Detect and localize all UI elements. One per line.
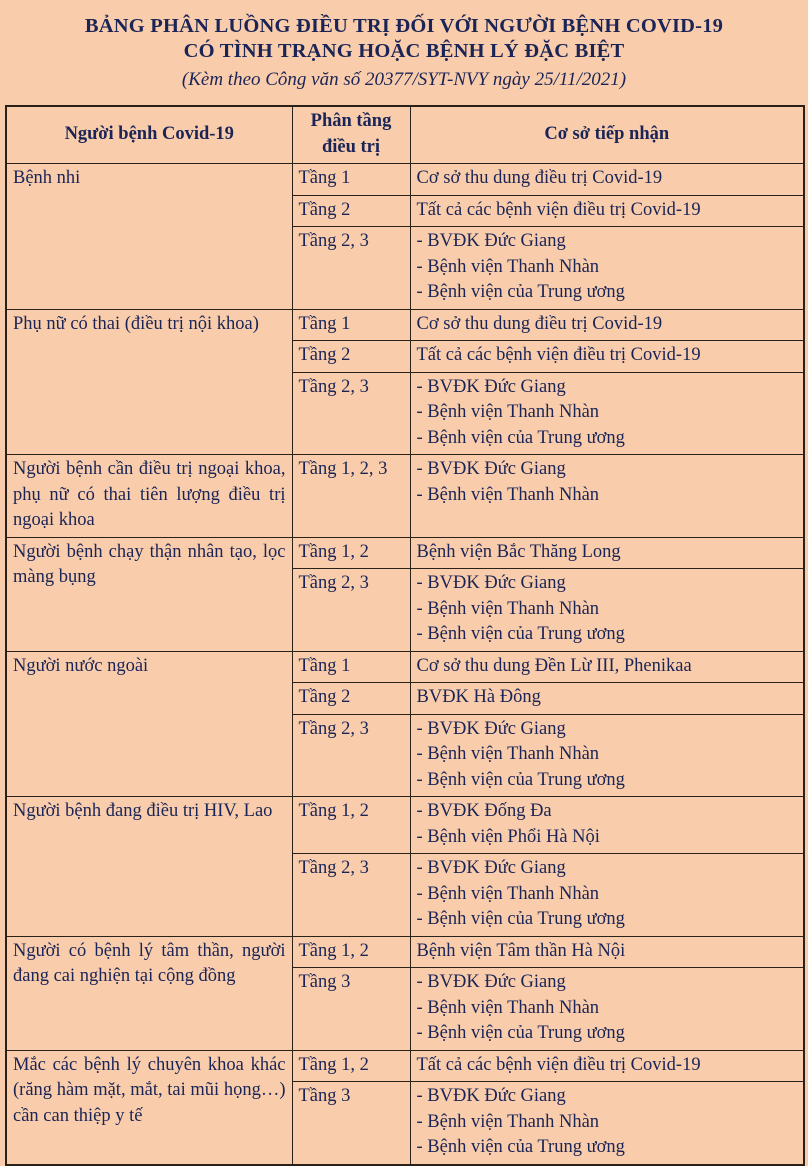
column-header-patient: Người bệnh Covid-19 xyxy=(6,106,292,164)
table-row xyxy=(6,164,804,196)
facility-line: Cơ sở thu dung điều trị Covid-19 xyxy=(416,168,663,188)
facility-line: Bệnh viện Bắc Thăng Long xyxy=(416,541,621,562)
facility-line: - Bệnh viện Thanh Nhàn xyxy=(416,744,600,764)
facility-line: - BVĐK Đức Giang xyxy=(416,972,566,992)
facility-line: Tất cả các bệnh viện điều trị Covid-19 xyxy=(416,199,701,220)
facility-line: - Bệnh viện Phổi Hà Nội xyxy=(416,826,600,847)
facility-line: - Bệnh viện của Trung ương xyxy=(416,1023,625,1043)
treatment-tier-cell: Tầng 1 xyxy=(292,164,410,196)
receiving-facility-cell xyxy=(410,651,804,683)
facility-line: BVĐK Hà Đông xyxy=(416,687,541,707)
receiving-facility-cell xyxy=(410,372,804,455)
patient-category-cell: Người nước ngoài xyxy=(6,651,292,797)
treatment-tier-cell: Tầng 2, 3 xyxy=(292,227,410,310)
facility-line: Cơ sở thu dung điều trị Covid-19 xyxy=(416,313,663,334)
receiving-facility-cell xyxy=(410,309,804,341)
table-body xyxy=(6,164,804,1165)
treatment-tier-cell: Tầng 2 xyxy=(292,195,410,227)
receiving-facility-cell xyxy=(410,1050,804,1082)
facility-line: - Bệnh viện Thanh Nhàn xyxy=(416,402,600,422)
page-subtitle: (Kèm theo Công văn số 20377/SYT-NVY ngày 25/11/2021) xyxy=(181,69,627,90)
facility-line: Cơ sở thu dung Đền Lừ III, Phenikaa xyxy=(416,655,692,676)
facility-line: - Bệnh viện của Trung ương xyxy=(416,769,625,790)
facility-line: - Bệnh viện của Trung ương xyxy=(416,1137,625,1157)
facility-line: - BVĐK Đức Giang xyxy=(416,718,566,739)
table-row xyxy=(6,936,804,968)
treatment-tier-cell: Tầng 2 xyxy=(292,683,410,715)
receiving-facility-cell xyxy=(410,455,804,538)
patient-category-cell: Mắc các bệnh lý chuyên khoa khác (răng hàm mặt, mắt, tai mũi họng…) cần can thiệp y tế xyxy=(6,1050,292,1165)
column-header-tier xyxy=(292,106,410,164)
facility-line: - BVĐK Đức Giang xyxy=(416,459,566,479)
treatment-tier-cell: Tầng 2, 3 xyxy=(292,854,410,937)
facility-line: - Bệnh viện Thanh Nhàn xyxy=(416,997,600,1018)
receiving-facility-cell xyxy=(410,797,804,854)
treatment-tier-cell: Tầng 1, 2 xyxy=(292,1050,410,1082)
treatment-tier-cell: Tầng 1 xyxy=(292,309,410,341)
patient-category-cell: Người bệnh cần điều trị ngoại khoa, phụ nữ có thai tiên lượng điều trị ngoại khoa xyxy=(6,455,292,538)
page-title-line-2: CÓ TÌNH TRẠNG HOẶC BỆNH LÝ ĐẶC BIỆT xyxy=(183,40,625,62)
treatment-tier-cell: Tầng 3 xyxy=(292,968,410,1051)
receiving-facility-cell xyxy=(410,936,804,968)
receiving-facility-cell xyxy=(410,854,804,937)
facility-line: - Bệnh viện Thanh Nhàn xyxy=(416,484,600,505)
treatment-tier-cell: Tầng 1, 2, 3 xyxy=(292,455,410,538)
page-title-line-1: BẢNG PHÂN LUỒNG ĐIỀU TRỊ ĐỐI VỚI NGƯỜI BỆNH COVID-19 xyxy=(84,15,724,37)
receiving-facility-cell xyxy=(410,537,804,569)
treatment-tier-cell: Tầng 1 xyxy=(292,651,410,683)
receiving-facility-cell xyxy=(410,227,804,310)
patient-category-cell: Phụ nữ có thai (điều trị nội khoa) xyxy=(6,309,292,455)
treatment-tier-cell: Tầng 3 xyxy=(292,1082,410,1165)
column-header-facility: Cơ sở tiếp nhận xyxy=(410,106,804,164)
receiving-facility-cell xyxy=(410,164,804,196)
receiving-facility-cell xyxy=(410,195,804,227)
facility-line: - BVĐK Đức Giang xyxy=(416,1086,566,1106)
treatment-tier-cell: Tầng 1, 2 xyxy=(292,537,410,569)
table-row xyxy=(6,797,804,854)
treatment-tier-cell: Tầng 2, 3 xyxy=(292,714,410,797)
column-header-tier-line-1: Phân tầng xyxy=(310,111,392,131)
facility-line: - BVĐK Đống Đa xyxy=(416,801,552,821)
treatment-tier-cell: Tầng 1, 2 xyxy=(292,936,410,968)
column-header-tier-line-2: điều trị xyxy=(321,136,381,157)
table-row xyxy=(6,651,804,683)
treatment-tier-cell: Tầng 2, 3 xyxy=(292,372,410,455)
table-header xyxy=(6,106,804,164)
facility-line: - Bệnh viện của Trung ương xyxy=(416,427,625,448)
facility-line: - Bệnh viện của Trung ương xyxy=(416,909,625,929)
facility-line: - Bệnh viện Thanh Nhàn xyxy=(416,1111,600,1132)
facility-line: - Bệnh viện của Trung ương xyxy=(416,624,625,644)
patient-category-cell: Người bệnh chạy thận nhân tạo, lọc màng bụng xyxy=(6,537,292,651)
facility-line: - Bệnh viện Thanh Nhàn xyxy=(416,883,600,904)
document-title-block xyxy=(0,0,808,93)
treatment-tier-cell: Tầng 2 xyxy=(292,341,410,373)
treatment-flow-table xyxy=(5,105,805,1166)
patient-category-cell: Bệnh nhi xyxy=(6,164,292,310)
facility-line: Tất cả các bệnh viện điều trị Covid-19 xyxy=(416,345,701,365)
receiving-facility-cell xyxy=(410,683,804,715)
facility-line: - BVĐK Đức Giang xyxy=(416,573,566,593)
facility-line: - BVĐK Đức Giang xyxy=(416,231,566,251)
receiving-facility-cell xyxy=(410,1082,804,1165)
treatment-flow-table-wrapper xyxy=(5,105,803,1166)
facility-line: - Bệnh viện của Trung ương xyxy=(416,282,625,302)
table-header-row xyxy=(6,106,804,164)
receiving-facility-cell xyxy=(410,341,804,373)
facility-line: - Bệnh viện Thanh Nhàn xyxy=(416,598,600,619)
receiving-facility-cell xyxy=(410,968,804,1051)
facility-line: - Bệnh viện Thanh Nhàn xyxy=(416,256,600,277)
table-row xyxy=(6,1050,804,1082)
receiving-facility-cell xyxy=(410,569,804,652)
table-row xyxy=(6,537,804,569)
facility-line: - BVĐK Đức Giang xyxy=(416,376,566,397)
table-row xyxy=(6,455,804,538)
table-row xyxy=(6,309,804,341)
treatment-tier-cell: Tầng 1, 2 xyxy=(292,797,410,854)
facility-line: Tất cả các bệnh viện điều trị Covid-19 xyxy=(416,1054,701,1075)
facility-line: Bệnh viện Tâm thần Hà Nội xyxy=(416,940,626,961)
receiving-facility-cell xyxy=(410,714,804,797)
facility-line: - BVĐK Đức Giang xyxy=(416,858,566,878)
patient-category-cell: Người có bệnh lý tâm thần, người đang cai nghiện tại cộng đồng xyxy=(6,936,292,1050)
treatment-tier-cell: Tầng 2, 3 xyxy=(292,569,410,652)
patient-category-cell: Người bệnh đang điều trị HIV, Lao xyxy=(6,797,292,937)
